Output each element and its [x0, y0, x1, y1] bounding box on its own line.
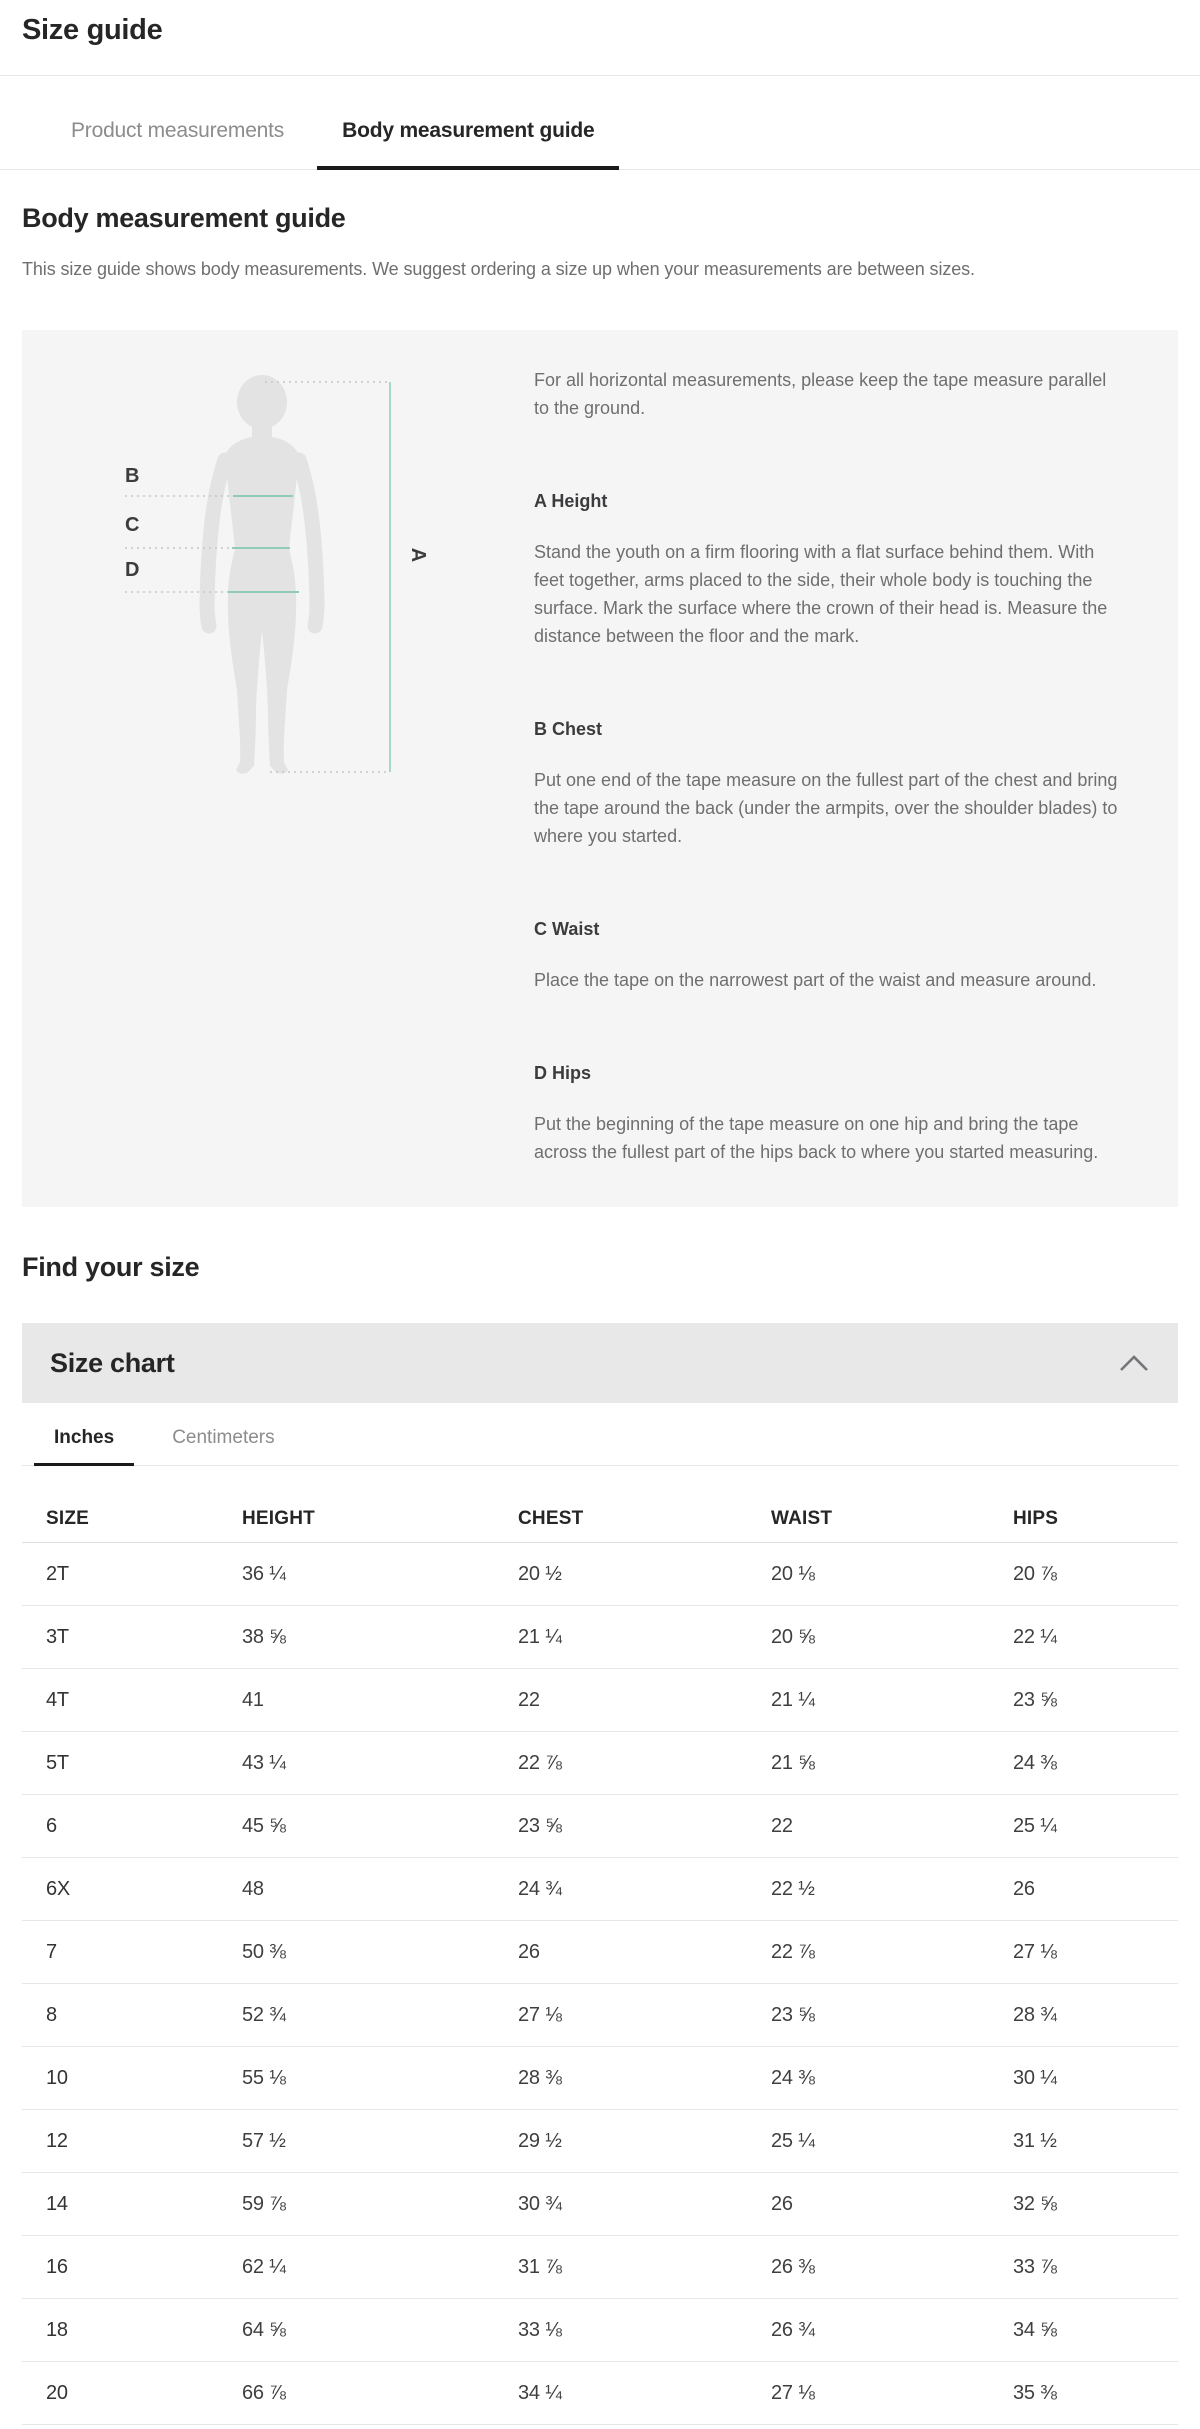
measurement-cell: 34 ⅝	[989, 2299, 1178, 2362]
size-cell: 16	[22, 2236, 218, 2299]
measurement-cell: 25 ¼	[989, 1795, 1178, 1858]
measurement-cell: 20 ⅝	[747, 1606, 989, 1669]
column-header: WAIST	[747, 1466, 989, 1543]
measurement-cell: 26 ¾	[747, 2299, 989, 2362]
size-cell: 6	[22, 1795, 218, 1858]
size-cell: 4T	[22, 1669, 218, 1732]
table-row	[22, 2299, 1178, 2362]
measurement-cell: 21 ¼	[494, 1606, 747, 1669]
measurement-cell: 26 ⅜	[747, 2236, 989, 2299]
size-cell: 2T	[22, 1543, 218, 1606]
guide-tabs	[0, 76, 1200, 170]
label-a: A	[407, 547, 429, 563]
table-row	[22, 1858, 1178, 1921]
measurement-cell: 23 ⅝	[989, 1669, 1178, 1732]
measurement-cell: 20 ½	[494, 1543, 747, 1606]
measurement-panel	[22, 330, 1178, 1207]
size-cell: 5T	[22, 1732, 218, 1795]
measurement-cell: 64 ⅝	[218, 2299, 494, 2362]
unit-tabs	[22, 1427, 1178, 1466]
measurement-cell: 33 ⅞	[989, 2236, 1178, 2299]
measurement-cell: 22 ¼	[989, 1606, 1178, 1669]
measurement-cell: 59 ⅞	[218, 2173, 494, 2236]
measurement-cell: 26	[989, 1858, 1178, 1921]
measurement-cell: 26	[747, 2173, 989, 2236]
table-row	[22, 2236, 1178, 2299]
body-silhouette-diagram	[22, 330, 522, 1207]
size-cell: 3T	[22, 1606, 218, 1669]
measurement-cell: 22 ⅞	[747, 1921, 989, 1984]
size-chart-accordion-toggle[interactable]	[22, 1323, 1178, 1403]
size-cell: 10	[22, 2047, 218, 2110]
section-body: Put one end of the tape measure on the fullest part of the chest and bring the tape around the back (under the armpits, over the shoulder blades) to where you started.	[534, 770, 1118, 846]
table-row	[22, 1543, 1178, 1606]
table-row	[22, 1606, 1178, 1669]
section-title: C Waist	[534, 919, 600, 939]
measurement-cell: 24 ⅜	[989, 1732, 1178, 1795]
measurement-cell: 21 ⅝	[747, 1732, 989, 1795]
column-header: CHEST	[494, 1466, 747, 1543]
measurement-cell: 24 ¾	[494, 1858, 747, 1921]
measurement-cell: 24 ⅜	[747, 2047, 989, 2110]
measurement-cell: 57 ½	[218, 2110, 494, 2173]
section-body: Put the beginning of the tape measure on one hip and bring the tape across the fullest part of the hips back to where you started measuring.	[534, 1114, 1099, 1162]
tab-centimeters[interactable]: Centimeters	[172, 1427, 275, 1448]
section-chest	[534, 719, 1120, 850]
measurement-cell: 35 ⅜	[989, 2362, 1178, 2425]
measurement-cell: 55 ⅛	[218, 2047, 494, 2110]
measurement-cell: 21 ¼	[747, 1669, 989, 1732]
size-chart-title: Size chart	[50, 1347, 175, 1378]
measurement-cell: 30 ¾	[494, 2173, 747, 2236]
measurement-cell: 26	[494, 1921, 747, 1984]
column-header: HEIGHT	[218, 1466, 494, 1543]
label-c: C	[125, 514, 140, 536]
measurement-cell: 29 ½	[494, 2110, 747, 2173]
section-hips	[534, 1063, 1120, 1166]
measurement-cell: 38 ⅝	[218, 1606, 494, 1669]
measurement-cell: 27 ⅛	[494, 1984, 747, 2047]
section-waist	[534, 919, 1120, 994]
measurement-cell: 25 ¼	[747, 2110, 989, 2173]
measurement-cell: 31 ½	[989, 2110, 1178, 2173]
size-cell: 18	[22, 2299, 218, 2362]
size-cell: 7	[22, 1921, 218, 1984]
size-cell: 6X	[22, 1858, 218, 1921]
measurement-cell: 45 ⅝	[218, 1795, 494, 1858]
tab-product-measurements[interactable]: Product measurements	[71, 119, 285, 142]
measurement-cell: 48	[218, 1858, 494, 1921]
measurement-cell: 28 ¾	[989, 1984, 1178, 2047]
measurement-cell: 22 ⅞	[494, 1732, 747, 1795]
measurement-cell: 34 ¼	[494, 2362, 747, 2425]
child-silhouette	[207, 375, 317, 774]
table-row	[22, 1732, 1178, 1795]
size-cell: 14	[22, 2173, 218, 2236]
measurement-cell: 50 ⅜	[218, 1921, 494, 1984]
measurement-cell: 23 ⅝	[494, 1795, 747, 1858]
label-d: D	[125, 559, 140, 581]
table-row	[22, 2047, 1178, 2110]
section-title: A Height	[534, 491, 608, 511]
table-row	[22, 1669, 1178, 1732]
measurement-cell: 32 ⅝	[989, 2173, 1178, 2236]
section-height	[534, 491, 1120, 650]
body-measurement-heading: Body measurement guide	[22, 203, 346, 233]
measurement-cell: 62 ¼	[218, 2236, 494, 2299]
find-your-size-heading: Find your size	[22, 1252, 200, 1282]
measurement-cell: 20 ⅞	[989, 1543, 1178, 1606]
measurement-instructions	[522, 330, 1178, 1207]
measurement-cell: 28 ⅜	[494, 2047, 747, 2110]
section-title: B Chest	[534, 719, 603, 739]
measurement-cell: 23 ⅝	[747, 1984, 989, 2047]
table-row	[22, 1984, 1178, 2047]
section-body: Place the tape on the narrowest part of the waist and measure around.	[534, 970, 1097, 990]
measurement-cell: 22	[747, 1795, 989, 1858]
page-title: Size guide	[22, 14, 163, 46]
tape-measure-note: For all horizontal measurements, please keep the tape measure parallel to the ground.	[534, 370, 1107, 418]
measurement-cell: 27 ⅛	[989, 1921, 1178, 1984]
size-cell: 8	[22, 1984, 218, 2047]
chevron-up-icon	[1118, 1353, 1150, 1373]
tab-inches[interactable]: Inches	[34, 1427, 134, 1466]
measurement-cell: 27 ⅛	[747, 2362, 989, 2425]
size-table-header-row	[22, 1466, 1178, 1543]
size-table-body	[22, 1543, 1178, 2425]
measurement-cell: 52 ¾	[218, 1984, 494, 2047]
column-header: SIZE	[22, 1466, 218, 1543]
table-row	[22, 2362, 1178, 2425]
size-cell: 20	[22, 2362, 218, 2425]
section-title: D Hips	[534, 1063, 592, 1083]
measurement-cell: 30 ¼	[989, 2047, 1178, 2110]
measurement-cell: 22	[494, 1669, 747, 1732]
tab-body-measurement-guide[interactable]: Body measurement guide	[317, 119, 619, 170]
measurement-cell: 31 ⅞	[494, 2236, 747, 2299]
table-row	[22, 2173, 1178, 2236]
measurement-cell: 33 ⅛	[494, 2299, 747, 2362]
guide-description: This size guide shows body measurements. We suggest ordering a size up when your measurements are between sizes.	[22, 259, 975, 279]
table-row	[22, 2110, 1178, 2173]
table-row	[22, 1795, 1178, 1858]
measurement-cell: 41	[218, 1669, 494, 1732]
measurement-cell: 22 ½	[747, 1858, 989, 1921]
measurement-figure	[22, 330, 522, 1207]
measurement-cell: 36 ¼	[218, 1543, 494, 1606]
measurement-cell: 43 ¼	[218, 1732, 494, 1795]
label-b: B	[125, 465, 140, 487]
section-body: Stand the youth on a firm flooring with a flat surface behind them. With feet together, arms placed to the side, their whole body is touching the surface. Mark the surface where the crown of their head is. Measure the distance between the floor and the mark.	[534, 542, 1108, 646]
table-row	[22, 1921, 1178, 1984]
column-header: HIPS	[989, 1466, 1178, 1543]
measurement-cell: 20 ⅛	[747, 1543, 989, 1606]
size-cell: 12	[22, 2110, 218, 2173]
size-chart-table	[22, 1466, 1178, 2425]
measurement-cell: 66 ⅞	[218, 2362, 494, 2425]
